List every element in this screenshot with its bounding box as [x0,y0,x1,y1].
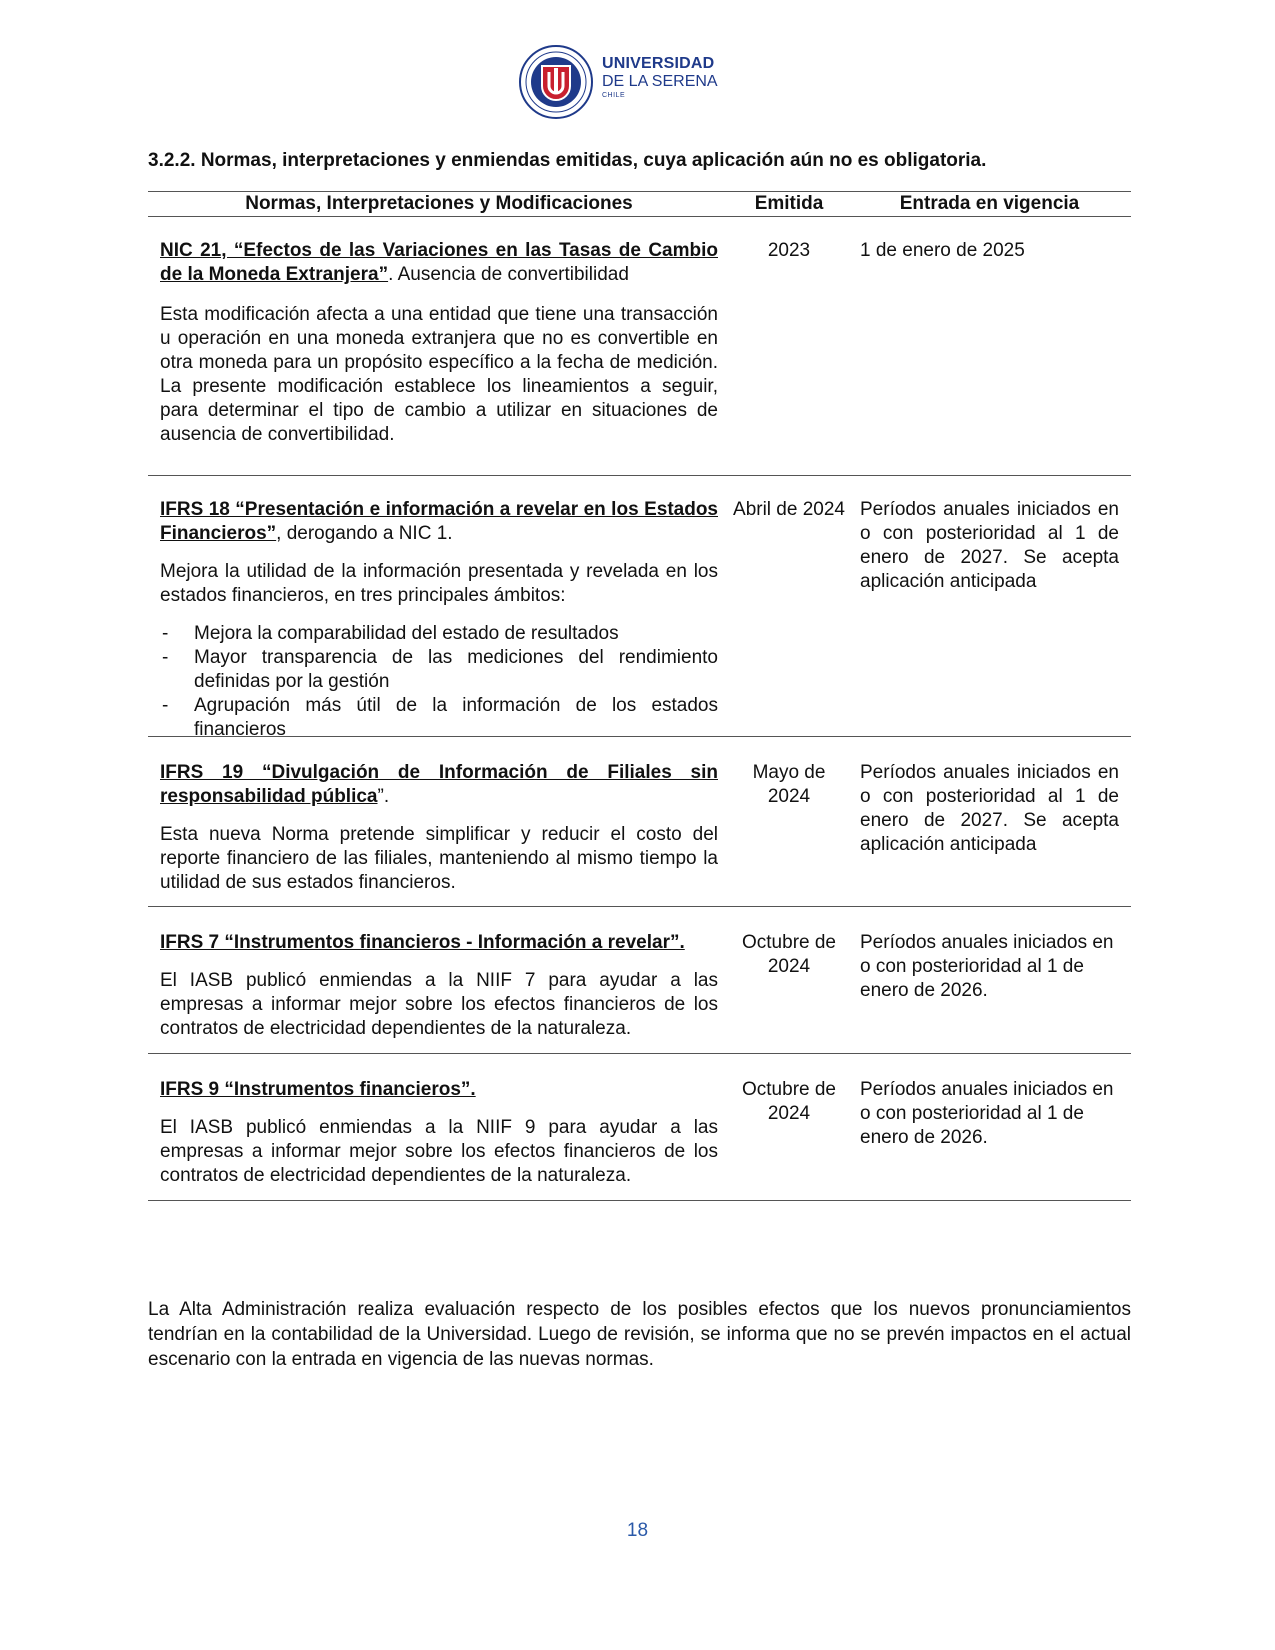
effective-cell: 1 de enero de 2025 [860,240,1025,261]
section-title: 3.2.2. Normas, interpretaciones y enmiendas emitidas, cuya aplicación aún no es obligatoria. [148,150,987,171]
standard-heading [160,761,718,809]
header-standards: Normas, Interpretaciones y Modificaciones [245,193,633,214]
table-row [148,476,1131,740]
standard-cell [148,239,730,475]
standard-description: Esta modificación afecta a una entidad que tiene una transacción u operación en una moneda extranjera que no es convertible en otra moneda para un propósito específico a la fecha de medición. La presente modificación establece los lineamientos a seguir, para determinar el tipo de cambio a utilizar en situaciones de ausencia de convertibilidad. [160,304,718,445]
issued-cell: 2023 [767,240,811,261]
logo-line-1: UNIVERSIDAD [602,55,715,72]
standard-description: Mejora la utilidad de la información presentada y revelada en los estados financieros, en tres principales ámbitos: [160,561,718,606]
effective-cell: Períodos anuales iniciados en o con posterioridad al 1 de enero de 2026. [860,1079,1114,1148]
logo-line-3: CHILE [602,92,626,99]
standard-heading [160,239,718,287]
standards-table [148,191,1131,1201]
list-item: - Mejora la comparabilidad del estado de resultados [160,622,718,646]
standard-heading [160,931,718,955]
table-row [148,217,1131,476]
logo-line-2: DE LA SERENA [602,73,718,90]
standard-cell [148,761,730,906]
standard-heading [160,1078,718,1102]
standard-title: IFRS 19 “Divulgación de Información de Filiales sin responsabilidad pública [160,762,718,807]
standard-title: IFRS 18 “Presentación e información a revelar en los Estados Financieros” [160,499,718,544]
table-header [148,191,1131,217]
standard-description: El IASB publicó enmiendas a la NIIF 7 para ayudar a las empresas a informar mejor sobre los efectos financieros de los contratos de electricidad dependientes de la naturaleza. [160,970,718,1039]
issued-cell: Octubre de 2024 [742,932,836,977]
standard-title: IFRS 9 “Instrumentos financieros”. [160,1079,476,1100]
standard-title-suffix: , derogando a NIC 1. [276,523,453,544]
standard-cell [148,498,730,740]
standard-description: El IASB publicó enmiendas a la NIIF 9 para ayudar a las empresas a informar mejor sobre los efectos financieros de los contratos de electricidad dependientes de la naturaleza. [160,1117,718,1186]
header-issued: Emitida [754,193,824,214]
standard-title-suffix: ”. [377,786,390,807]
standard-description: Esta nueva Norma pretende simplificar y reducir el costo del reporte financiero de las filiales, manteniendo al mismo tiempo la utilidad de sus estados financieros. [160,824,718,893]
university-logo [518,44,718,120]
standard-cell [148,931,730,1053]
effective-cell: Períodos anuales iniciados en o con posterioridad al 1 de enero de 2027. Se acepta aplicación anticipada [860,762,1119,855]
page-number: 18 [626,1520,649,1541]
university-seal-icon [518,44,594,120]
closing-paragraph: La Alta Administración realiza evaluación respecto de los posibles efectos que los nuevos pronunciamientos tendrían en la contabilidad de la Universidad. Luego de revisión, se informa que no se prevén impactos en el actual escenario con la entrada en vigencia de las nuevas normas. [148,1299,1131,1370]
table-row [148,907,1131,1054]
standard-title-suffix: . Ausencia de convertibilidad [388,264,629,285]
effective-cell: Períodos anuales iniciados en o con posterioridad al 1 de enero de 2027. Se acepta aplicación anticipada [860,499,1119,592]
effective-cell: Períodos anuales iniciados en o con posterioridad al 1 de enero de 2026. [860,932,1114,1001]
standard-title: NIC 21, “Efectos de las Variaciones en las Tasas de Cambio de la Moneda Extranjera” [160,240,718,285]
header-effective: Entrada en vigencia [899,193,1080,214]
list-item: - Mayor transparencia de las mediciones del rendimiento definidas por la gestión [160,646,718,694]
bullet-list [160,622,718,742]
table-row [148,1054,1131,1201]
standard-heading [160,498,718,546]
standard-title: IFRS 7 “Instrumentos financieros - Información a revelar”. [160,932,685,953]
issued-cell: Mayo de 2024 [752,762,826,807]
logo-wordmark [602,56,718,99]
list-item: - Agrupación más útil de la información de los estados financieros [160,694,718,742]
issued-cell: Abril de 2024 [733,499,845,520]
standard-cell [148,1078,730,1200]
issued-cell: Octubre de 2024 [742,1079,836,1124]
table-row [148,737,1131,907]
